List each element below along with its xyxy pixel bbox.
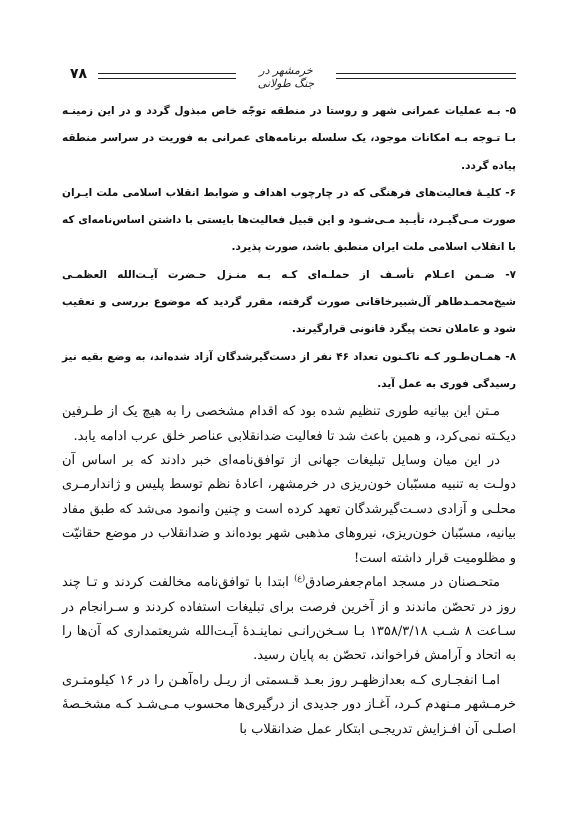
- paragraph: مـتن این بیانیه طوری تنظیم شده بود که اقدام مشخصی را به هیچ یک از طـرفین دیکـته نمی‌کرد، و همین باعث شد تا فعالیت ضدانقلابی عناصر خلق عرب ادامه یابد.: [62, 404, 516, 444]
- page-number: ۷۸: [70, 66, 88, 82]
- list-item: ۶- کلیـهٔ فعالیت‌های فرهنگی که در چارچوب اهداف و ضوابط انقلاب اسلامی ملت ایـران صورت مـی‌گیـرد، تأیـید مـی‌شـود و این قبیل فعالیت‌ها بایستی با داشتن اساس‌نامه‌ای که با انقلاب اسلامی ملت ایران منطبق باشد، صورت پذیرد.: [62, 186, 516, 254]
- honorific-superscript: (ع): [294, 573, 306, 583]
- header-rule-right: [336, 73, 516, 79]
- paragraph: امـا انفجـاری کـه بعدازظهـر روز بعـد قـسمتی از ریـل راه‌آهـن را در ۱۶ کیلومتـری خرمـشهر مـنهدم کـرد، آغـاز دور جدیدی از درگیری‌ها محسوب مـی‌شـد کـه مشخـصهٔ اصلـی آن افـزایش تدریجـی ابتکار عمل ضدانقلاب با: [62, 672, 516, 737]
- paragraph-text: متحـصنان در مسجد امام‌جعفرصادق: [305, 575, 500, 591]
- running-head: خرمشهر در جنگ طولانی: [257, 64, 315, 90]
- list-item: ۷- ضـمن اعـلام تأسـف از حملـه‌ای کـه بـه منـزل حـضرت آیـت‌الله العظمـی شیخ‌محمـدطاهر آل‌شبیرخاقانی صورت گرفته، مقرر گردید که موضوع بررسی و تعقیب شود و عاملان تحت پیگرد قانونی قرارگیرند.: [62, 268, 516, 336]
- paragraph-text: ابتدا با توافق‌نامه مخالفت کردند و تـا چند روز در تحصّن ماندند و از آخرین فرصت برای تبلیغات استفاده کردند و سـرانجام در سـاعت ۸ شـب ۱۳۵۸/۳/۱۸ بـا سـخن‌رانـی نماینـدهٔ آیـت‌الله شریعتمداری که آن‌ها را به اتحاد و آرامش فراخواند، تحصّن به پایان رسید.: [62, 575, 516, 664]
- list-item: ۸- همـان‌طـور کـه تاکـنون تعداد ۴۶ نفر از دست‌گیرشدگان آزاد شده‌اند، به وضع بقیه نیز رسیدگی فوری به عمل آید.: [62, 350, 516, 390]
- list-item: ۵- بـه عملیات عمرانی شهر و روستا در منطقه توجّه خاص مبذول گردد و در این زمینـه بـا تـوجه بـه امکانات موجود، یک سلسله برنامه‌های عمرانی به فوریت در سراسر منطقه پیاده گردد.: [62, 105, 516, 172]
- header-rule-left: [98, 73, 236, 79]
- paragraph: [62, 571, 516, 669]
- paragraph: در این میان وسایل تبلیغات جهانی از توافق‌نامه‌ای خبر دادند که بر اساس آن دولـت به تنبیه مسبّبان خون‌ریزی در خرمشهر، اعادهٔ نظم توسط پلیس و ژاندارمـری محلـی و آزادی دسـت‌گیرشدگان تعهد کرده است و چنین وانمود می‌شد که طبق مفاد بیانیه، مسبّبان خون‌ریزی، نیروهای مذهبی شهر بوده‌اند و ضدانقلاب در موضع حقانیّت و مظلومیت قرار داشته است!: [62, 453, 516, 566]
- page-header: [62, 64, 516, 90]
- page-body: [62, 98, 516, 742]
